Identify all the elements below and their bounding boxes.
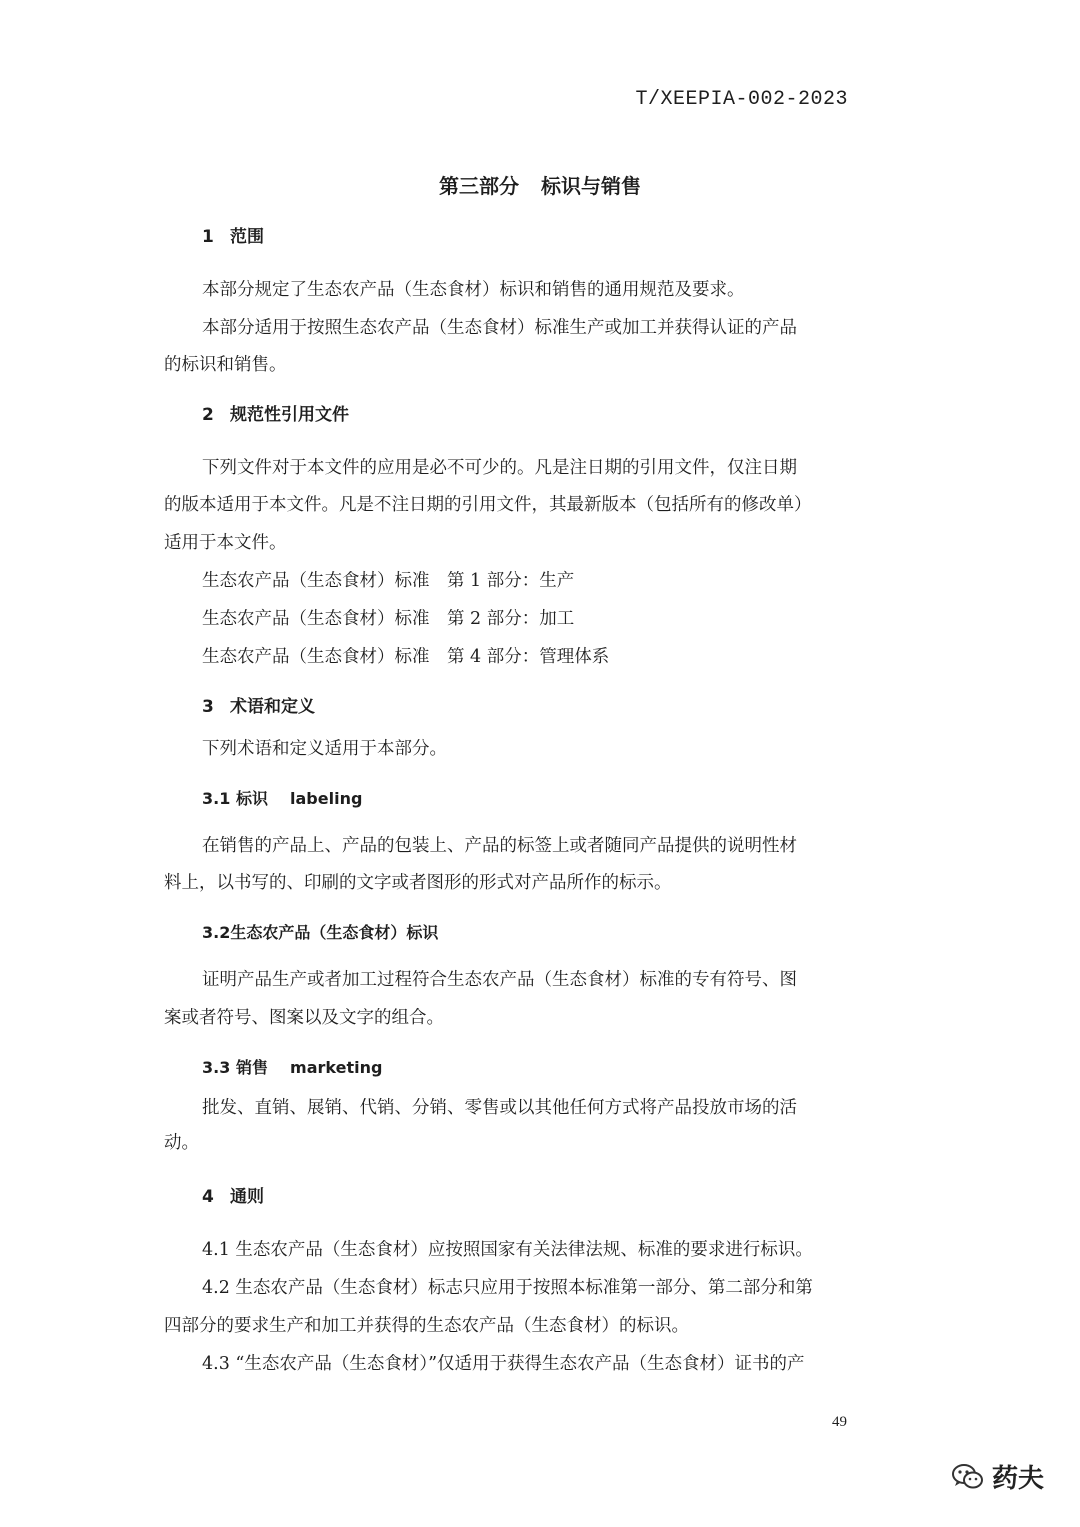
term-title: 销售 (236, 1058, 269, 1077)
term-number: 3.2 (202, 923, 231, 942)
section-heading-1 (202, 222, 264, 247)
paragraph: 适用于本文件。 (164, 533, 287, 553)
clause: 四部分的要求生产和加工并获得的生态农产品（生态食材）的标识。 (164, 1316, 689, 1336)
section-number: 1 (202, 227, 214, 247)
section-number: 3 (202, 697, 214, 717)
watermark (950, 1458, 1044, 1495)
document-code: T/XEEPIA-002-2023 (635, 88, 848, 111)
section-heading-2 (202, 400, 349, 425)
page-number: 49 (832, 1414, 847, 1430)
section-heading-3 (202, 692, 315, 717)
section-title: 规范性引用文件 (230, 405, 349, 425)
paragraph: 下列文件对于本文件的应用是必不可少的。凡是注日期的引用文件，仅注日期 (202, 458, 797, 478)
reference-item: 生态农产品（生态食材）标准 第 1 部分：生产 (202, 571, 575, 591)
clause: 4.1 生态农产品（生态食材）应按照国家有关法律法规、标准的要求进行标识。 (202, 1240, 813, 1260)
section-heading-4 (202, 1182, 264, 1207)
paragraph: 在销售的产品上、产品的包装上、产品的标签上或者随同产品提供的说明性材 (202, 836, 797, 856)
clause: 4.2 生态农产品（生态食材）标志只应用于按照本标准第一部分、第二部分和第 (202, 1278, 813, 1298)
term-title: 生态农产品（生态食材）标识 (230, 923, 439, 942)
section-title: 范围 (230, 227, 264, 247)
section-number: 4 (202, 1187, 214, 1207)
term-english: marketing (290, 1058, 383, 1077)
term-heading-3-2 (202, 920, 438, 943)
part-number: 第三部分 (439, 174, 519, 198)
paragraph: 证明产品生产或者加工过程符合生态农产品（生态食材）标准的专有符号、图 (202, 970, 797, 990)
section-number: 2 (202, 405, 214, 425)
term-heading-3-3 (202, 1055, 382, 1078)
paragraph: 案或者符号、图案以及文字的组合。 (164, 1008, 444, 1028)
term-title: 标识 (236, 789, 269, 808)
part-title (0, 170, 1080, 199)
term-english: labeling (290, 789, 363, 808)
paragraph: 批发、直销、展销、代销、分销、零售或以其他任何方式将产品投放市场的活 (202, 1098, 797, 1118)
term-heading-3-1 (202, 786, 362, 809)
paragraph: 本部分适用于按照生态农产品（生态食材）标准生产或加工并获得认证的产品 (202, 318, 797, 338)
reference-item: 生态农产品（生态食材）标准 第 2 部分：加工 (202, 609, 575, 629)
part-name: 标识与销售 (541, 174, 641, 198)
paragraph: 下列术语和定义适用于本部分。 (202, 739, 447, 759)
section-title: 通则 (230, 1187, 264, 1207)
watermark-text: 药夫 (992, 1464, 1045, 1494)
paragraph: 的标识和销售。 (164, 355, 287, 375)
reference-item: 生态农产品（生态食材）标准 第 4 部分：管理体系 (202, 647, 610, 667)
clause: 4.3 “生态农产品（生态食材）”仅适用于获得生态农产品（生态食材）证书的产 (202, 1354, 805, 1374)
term-number: 3.1 (202, 789, 231, 808)
term-number: 3.3 (202, 1058, 231, 1077)
section-title: 术语和定义 (230, 697, 315, 717)
wechat-icon (950, 1459, 986, 1495)
paragraph: 料上，以书写的、印刷的文字或者图形的形式对产品所作的标示。 (164, 873, 672, 893)
paragraph: 本部分规定了生态农产品（生态食材）标识和销售的通用规范及要求。 (202, 280, 745, 300)
paragraph: 动。 (164, 1133, 199, 1153)
paragraph: 的版本适用于本文件。凡是不注日期的引用文件，其最新版本（包括所有的修改单） (164, 495, 812, 515)
